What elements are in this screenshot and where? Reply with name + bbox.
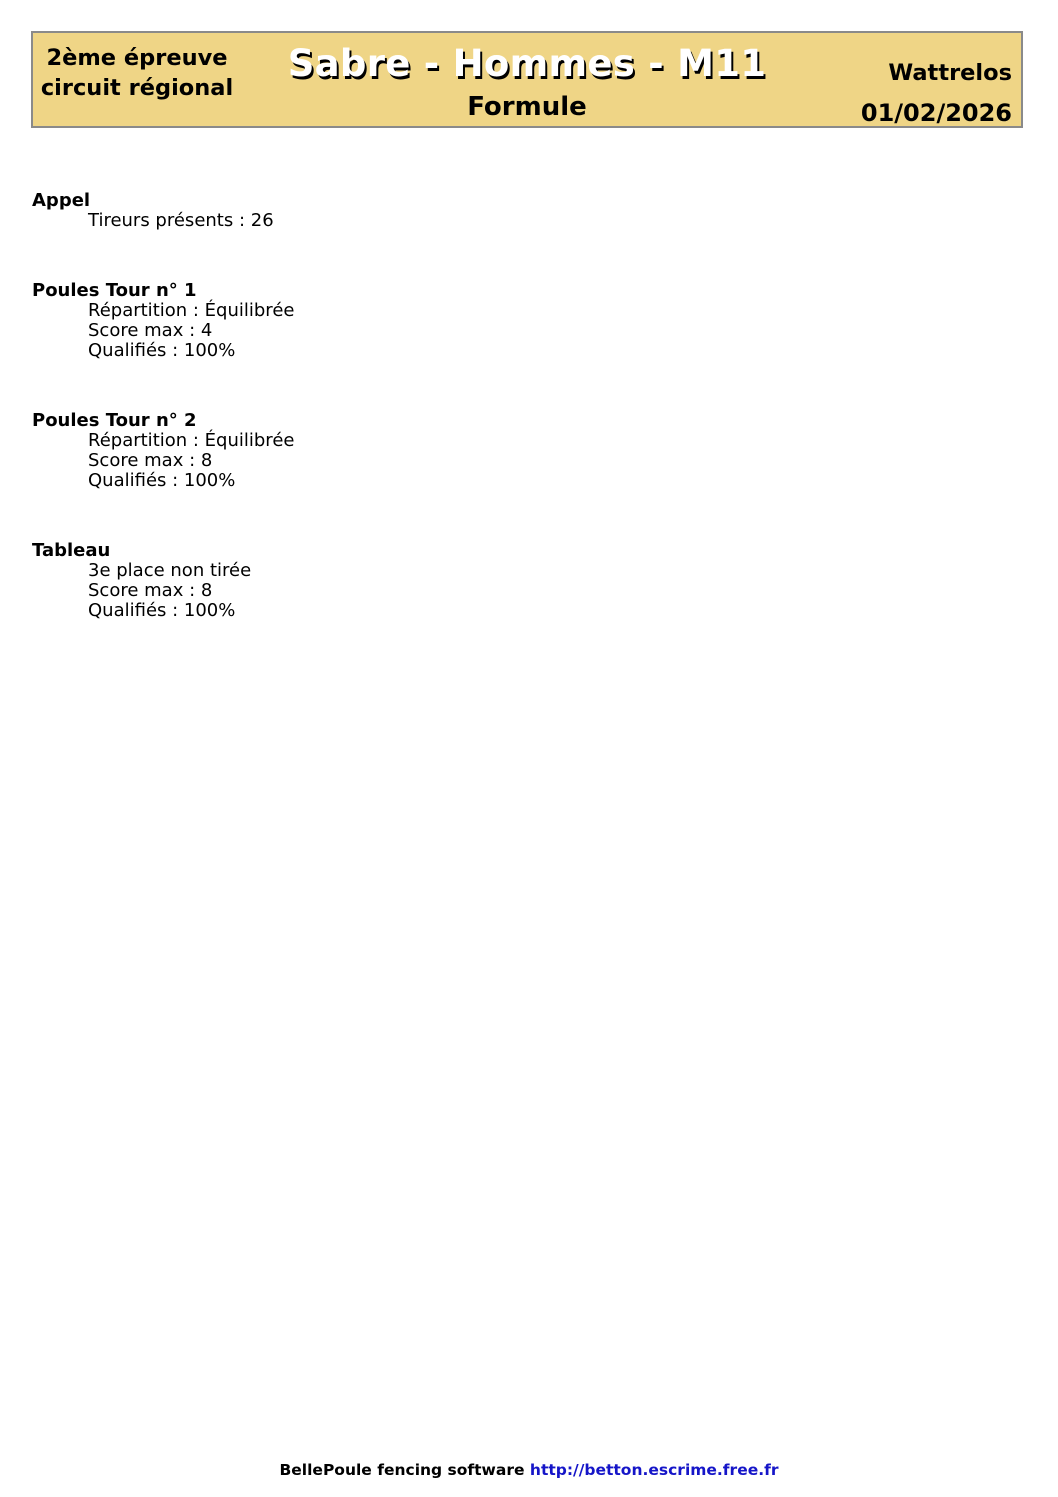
event-name-line2: circuit régional (40, 75, 234, 101)
section-detail: Qualifiés : 100% (88, 340, 236, 361)
competition-title: Sabre - Hommes - M11 (287, 42, 767, 85)
section-title: Appel (32, 190, 91, 211)
page-header (31, 31, 1023, 128)
footer-link[interactable]: http://betton.escrime.free.fr (529, 1461, 779, 1479)
section-detail: Score max : 8 (88, 450, 213, 471)
section-detail: Score max : 8 (88, 580, 213, 601)
section-title: Tableau (32, 540, 111, 561)
section-appel (32, 191, 632, 231)
document-subtitle: Formule (467, 92, 587, 122)
section-detail: 3e place non tirée (88, 560, 252, 581)
page-footer (0, 1459, 1058, 1481)
section-poules-tour-1 (32, 281, 632, 361)
formula-sections (32, 191, 632, 671)
section-poules-tour-2 (32, 411, 632, 491)
section-detail: Répartition : Équilibrée (88, 300, 295, 321)
footer-text: BellePoule fencing software (279, 1461, 525, 1479)
section-title: Poules Tour n° 1 (32, 280, 197, 301)
section-detail: Tireurs présents : 26 (88, 210, 274, 231)
date: 01/02/2026 (860, 99, 1012, 127)
section-detail: Score max : 4 (88, 320, 213, 341)
section-tableau (32, 541, 632, 621)
section-detail: Répartition : Équilibrée (88, 430, 295, 451)
section-detail: Qualifiés : 100% (88, 600, 236, 621)
event-name-line1: 2ème épreuve (46, 45, 228, 71)
location: Wattrelos (888, 60, 1012, 86)
section-detail: Qualifiés : 100% (88, 470, 236, 491)
section-title: Poules Tour n° 2 (32, 410, 197, 431)
